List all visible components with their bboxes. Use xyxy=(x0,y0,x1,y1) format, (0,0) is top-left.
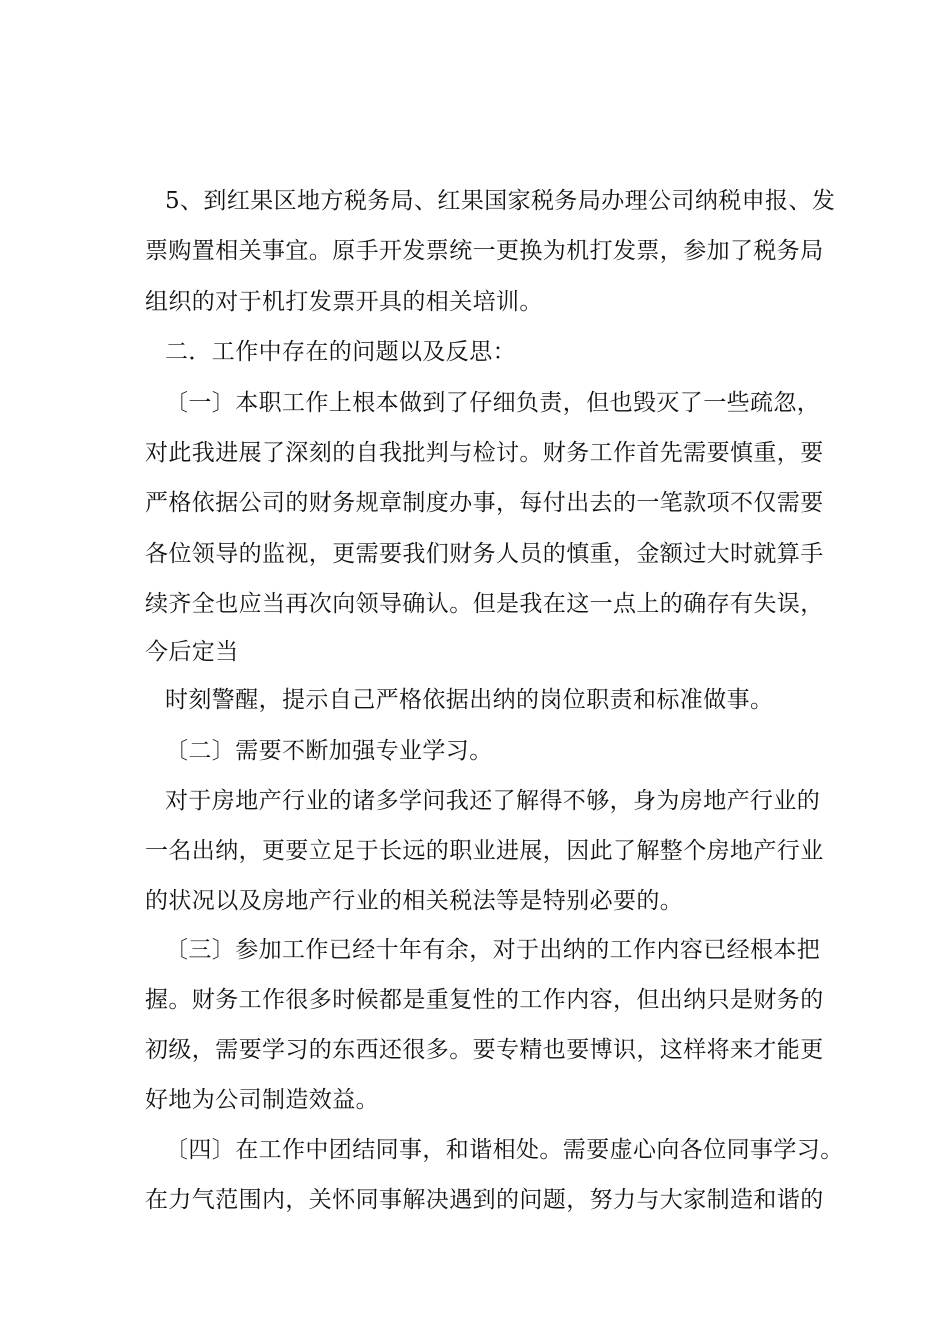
text-line: 的状况以及房地产行业的相关税法等是特别必要的。 xyxy=(145,888,684,914)
text-line: 〔四〕在工作中团结同事，和谐相处。需要虚心向各位同事学习。 xyxy=(165,1137,844,1163)
text-line: 时刻警醒，提示自己严格依据出纳的岗位职责和标准做事。 xyxy=(165,687,774,713)
text-line: 初级，需要学习的东西还很多。要专精也要博识，这样将来才能更 xyxy=(145,1037,824,1063)
text-line: 严格依据公司的财务规章制度办事，每付出去的一笔款项不仅需要 xyxy=(145,490,824,516)
text-line: 〔二〕需要不断加强专业学习。 xyxy=(165,738,493,764)
text-line: 〔一〕本职工作上根本做到了仔细负责，但也毁灭了一些疏忽， xyxy=(165,390,821,416)
text-line: 各位领导的监视，更需要我们财务人员的慎重，金额过大时就算手 xyxy=(145,541,824,567)
text-line: 今后定当 xyxy=(145,639,239,665)
text-line: 握。财务工作很多时候都是重复性的工作内容，但出纳只是财务的 xyxy=(145,987,824,1013)
text-line: 在力气范围内，关怀同事解决遇到的问题，努力与大家制造和谐的 xyxy=(145,1187,824,1213)
text-line: 对于房地产行业的诸多学问我还了解得不够，身为房地产行业的 xyxy=(165,788,821,814)
text-line: 5、到红果区地方税务局、红果国家税务局办理公司纳税申报、发 xyxy=(165,188,836,214)
text-line: 票购置相关事宜。原手开发票统一更换为机打发票，参加了税务局 xyxy=(145,238,824,264)
text-line: 组织的对于机打发票开具的相关培训。 xyxy=(145,289,543,315)
text-line: 一名出纳，更要立足于长远的职业进展，因此了解整个房地产行业 xyxy=(145,838,824,864)
text-line: 对此我进展了深刻的自我批判与检讨。财务工作首先需要慎重，要 xyxy=(145,440,824,466)
text-line: 续齐全也应当再次向领导确认。但是我在这一点上的确存有失误， xyxy=(145,591,824,617)
section-heading: 二．工作中存在的问题以及反思： xyxy=(165,339,516,365)
text-line: 好地为公司制造效益。 xyxy=(145,1087,379,1113)
text-line: 〔三〕参加工作已经十年有余，对于出纳的工作内容已经根本把 xyxy=(165,937,821,963)
